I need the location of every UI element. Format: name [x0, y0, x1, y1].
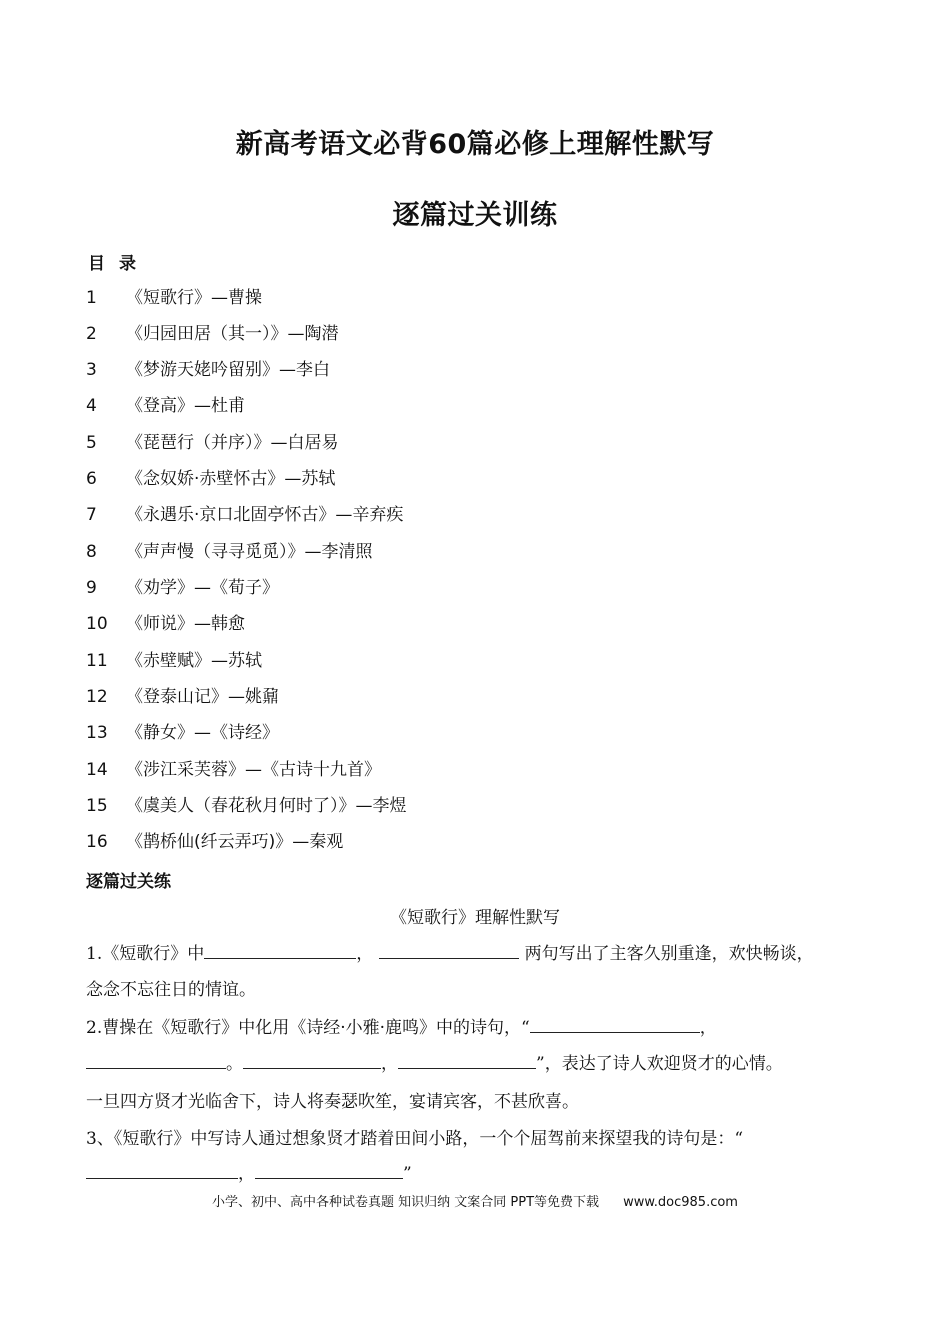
toc-item — [86, 612, 245, 636]
question-text: ， — [381, 1054, 398, 1074]
toc-item-number: 6 — [86, 469, 97, 489]
toc-item — [86, 431, 339, 455]
toc-item-text: 《虞美人（春花秋月何时了）》—李煜 — [126, 796, 407, 816]
toc-item-text: 《登高》—杜甫 — [126, 396, 245, 416]
toc-item-text: 《琵琶行（并序）》—白居易 — [126, 433, 339, 453]
toc-item — [86, 685, 279, 709]
toc-item-number: 4 — [86, 396, 97, 416]
toc-item — [86, 576, 279, 600]
question-2-line-2 — [86, 1050, 783, 1076]
question-text: ， — [238, 1164, 255, 1184]
question-text: ”，表达了诗人欢迎贤才的心情。 — [536, 1054, 783, 1074]
toc-heading-char-1: 目 — [88, 254, 105, 274]
section-label: 逐篇过关练 — [86, 872, 171, 892]
toc-item-text: 《念奴娇·赤壁怀古》—苏轼 — [126, 469, 336, 489]
question-text: ， — [356, 944, 374, 964]
question-1-line-2: 念念不忘往日的情谊。 — [86, 980, 256, 1000]
toc-item-text: 《师说》—韩愈 — [126, 614, 245, 634]
answer-blank[interactable] — [379, 940, 519, 959]
toc-heading-char-2: 录 — [119, 254, 136, 274]
toc-item-number: 2 — [86, 324, 97, 344]
toc-item-text: 《短歌行》—曹操 — [126, 288, 262, 308]
question-text: ” — [403, 1164, 412, 1184]
answer-blank[interactable] — [86, 1050, 226, 1069]
toc-item-number: 7 — [86, 505, 97, 525]
question-2-line-1 — [86, 1014, 717, 1040]
toc-item-number: 11 — [86, 651, 108, 671]
answer-blank[interactable] — [204, 940, 356, 959]
toc-item — [86, 503, 403, 527]
question-3-line-1: 3、《短歌行》中写诗人通过想象贤才踏着田间小路，一个个屈驾前来探望我的诗句是：“ — [86, 1129, 744, 1149]
section-title: 《短歌行》理解性默写 — [390, 908, 560, 928]
toc-item-text: 《归园田居（其一）》—陶潜 — [126, 324, 339, 344]
answer-blank[interactable] — [255, 1160, 403, 1179]
toc-item-text: 《梦游天姥吟留别》—李白 — [126, 360, 330, 380]
toc-item-text: 《劝学》—《荀子》 — [126, 578, 279, 598]
answer-blank[interactable] — [530, 1014, 700, 1033]
toc-item-number: 15 — [86, 796, 108, 816]
toc-item — [86, 286, 262, 310]
footer-url[interactable]: www.doc985.com — [623, 1195, 738, 1210]
question-text: ， — [699, 1018, 717, 1038]
toc-item-text: 《鹊桥仙(纤云弄巧)》—秦观 — [126, 832, 344, 852]
toc-item — [86, 394, 245, 418]
toc-item-number: 13 — [86, 723, 108, 743]
toc-item-text: 《静女》—《诗经》 — [126, 723, 279, 743]
toc-item-number: 9 — [86, 578, 97, 598]
document-subtitle: 逐篇过关训练 — [392, 200, 558, 231]
toc-item-text: 《赤壁赋》—苏轼 — [126, 651, 262, 671]
question-text: 。 — [226, 1054, 243, 1074]
toc-heading — [88, 249, 150, 274]
toc-item — [86, 322, 339, 346]
toc-item — [86, 721, 279, 745]
answer-blank[interactable] — [398, 1050, 536, 1069]
toc-item — [86, 649, 262, 673]
toc-item — [86, 467, 335, 491]
question-text: 两句写出了主客久别重逢，欢快畅谈， — [519, 944, 814, 964]
toc-item-number: 16 — [86, 832, 108, 852]
toc-item — [86, 540, 373, 564]
question-text: 1.《短歌行》中 — [86, 944, 205, 964]
toc-item-number: 8 — [86, 542, 97, 562]
toc-item-number: 12 — [86, 687, 108, 707]
toc-item-text: 《永遇乐·京口北固亭怀古》—辛弃疾 — [126, 505, 404, 525]
page-footer — [0, 1191, 950, 1210]
footer-text: 小学、初中、高中各种试卷真题 知识归纳 文案合同 PPT等免费下载 — [212, 1195, 600, 1210]
question-1-line-1 — [86, 940, 814, 966]
question-text: 2.曹操在《短歌行》中化用《诗经·小雅·鹿鸣》中的诗句，“ — [86, 1018, 530, 1038]
document-title: 新高考语文必背60篇必修上理解性默写 — [235, 129, 715, 160]
toc-item-text: 《涉江采芙蓉》—《古诗十九首》 — [126, 760, 381, 780]
question-3-line-2 — [86, 1160, 412, 1186]
toc-item — [86, 830, 343, 854]
toc-item-number: 5 — [86, 433, 97, 453]
answer-blank[interactable] — [243, 1050, 381, 1069]
toc-item — [86, 358, 330, 382]
toc-item — [86, 758, 381, 782]
toc-item-number: 14 — [86, 760, 108, 780]
toc-item-text: 《登泰山记》—姚鼐 — [126, 687, 279, 707]
toc-item-number: 1 — [86, 288, 97, 308]
answer-blank[interactable] — [86, 1160, 238, 1179]
question-2-line-3: 一旦四方贤才光临舍下，诗人将奏瑟吹笙，宴请宾客，不甚欣喜。 — [86, 1092, 579, 1112]
toc-item — [86, 794, 407, 818]
toc-item-number: 3 — [86, 360, 97, 380]
toc-item-number: 10 — [86, 614, 108, 634]
toc-item-text: 《声声慢（寻寻觅觅）》—李清照 — [126, 542, 373, 562]
